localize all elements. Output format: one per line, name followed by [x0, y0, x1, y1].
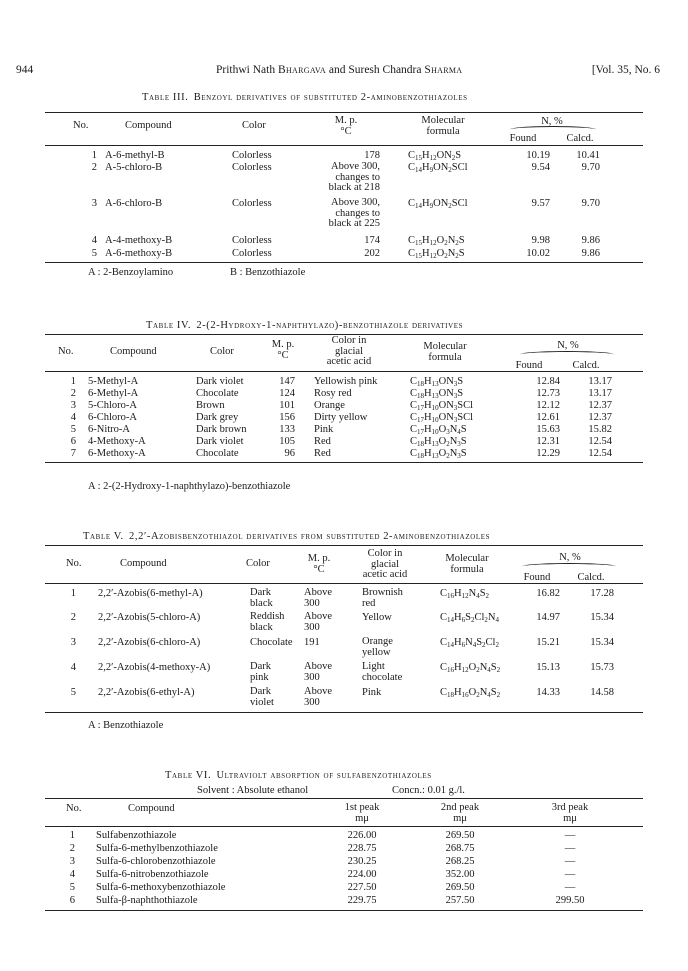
table4-row-1-color: Dark violet: [196, 376, 244, 387]
table4-row-2-glacial: Rosy red: [314, 388, 352, 399]
table4-row-6-glacial: Red: [314, 436, 331, 447]
table6-header-no: No.: [66, 803, 82, 814]
table4-header-compound: Compound: [110, 346, 157, 357]
table5-row-2-no: 2: [70, 612, 76, 623]
table3-row-3-no: 3: [91, 198, 97, 209]
table4-header-color: Color: [210, 346, 234, 357]
table5-row-3-color: Chocolate: [250, 637, 293, 648]
table4-header-rule: [45, 371, 643, 372]
table4-row-6-compound: 4-Methoxy-A: [88, 436, 146, 447]
table5-row-1-calcd: 17.28: [590, 588, 614, 599]
table5-row-3-calcd: 15.34: [590, 637, 614, 648]
table6-solvent: Solvent : Absolute ethanol: [197, 785, 309, 796]
table5-row-4-glacial: Light chocolate: [362, 661, 403, 683]
table4-row-7-mp: 96: [284, 448, 295, 459]
table3-row-2-found: 9.54: [531, 162, 550, 173]
table4-row-3-no: 3: [70, 400, 76, 411]
table4-row-3-calcd: 12.37: [588, 400, 612, 411]
table3-row-1-calcd: 10.41: [576, 150, 600, 161]
table5-row-2-mp: Above 300: [304, 611, 332, 633]
table5-footnote: A : Benzothiazole: [88, 720, 164, 731]
table4-row-5-no: 5: [70, 424, 76, 435]
table4-caption: Table IV. 2-(2-Hydroxy-1-naphthylazo)-benzothiazole derivatives: [146, 320, 464, 331]
table5-row-3-formula: $C_{14}H_6N_4S_2Cl_2$: [440, 637, 499, 649]
table5-header-mp: M. p. °C: [307, 553, 331, 575]
table3-row-4-compound: A-4-methoxy-B: [105, 235, 173, 246]
table6-bottom-rule: [45, 910, 643, 911]
table3-footnote-a: A : 2-Benzoylamino: [88, 267, 174, 278]
table5-row-1-compound: 2,2′-Azobis(6-methyl-A): [98, 588, 203, 599]
table6-row-2-p3: —: [564, 843, 576, 854]
table5-row-4-mp: Above 300: [304, 661, 332, 683]
table4-row-2-no: 2: [70, 388, 76, 399]
table4-row-6-found: 12.31: [536, 436, 560, 447]
table4-row-3-color: Brown: [196, 400, 225, 411]
table5-row-2-color: Reddish black: [250, 611, 285, 633]
table6-header-p3: 3rd peak mμ: [551, 802, 589, 824]
table5-row-1-no: 1: [70, 588, 76, 599]
table3-row-1-compound: A-6-methyl-B: [105, 150, 165, 161]
table3-row-1-found: 10.19: [526, 150, 550, 161]
table3-row-1-formula: $C_{15}H_{12}ON_2S$: [408, 150, 462, 162]
table3-footnote-b: B : Benzothiazole: [230, 267, 306, 278]
table4-row-2-color: Chocolate: [196, 388, 239, 399]
table6-row-5-p3: —: [564, 882, 576, 893]
table5-header-compound: Compound: [120, 558, 167, 569]
table6-row-3-p3: —: [564, 856, 576, 867]
table4-row-5-found: 15.63: [536, 424, 560, 435]
table6-concentration: Concn.: 0.01 g./l.: [392, 785, 465, 796]
table3-header-brace: [510, 126, 596, 133]
table5-row-4-color: Dark pink: [250, 661, 271, 683]
table6-row-6-p2: 257.50: [445, 895, 475, 906]
table5-row-4-compound: 2,2′-Azobis(4-methoxy-A): [98, 662, 211, 673]
table5-row-2-found: 14.97: [536, 612, 560, 623]
table3-row-5-formula: $C_{15}H_{12}O_2N_2S$: [408, 248, 465, 260]
table5-row-3-compound: 2,2′-Azobis(6-chloro-A): [98, 637, 201, 648]
table5-row-4-formula: $C_{16}H_{12}O_2N_4S_2$: [440, 662, 501, 674]
table5-row-5-glacial: Pink: [362, 687, 382, 698]
table3-row-4-mp: 174: [364, 235, 380, 246]
table5-top-rule: [45, 545, 643, 546]
table3-header-calcd: Calcd.: [566, 133, 594, 144]
table5-row-3-no: 3: [70, 637, 76, 648]
table3-row-2-calcd: 9.70: [581, 162, 600, 173]
table6-row-6-compound: Sulfa-β-naphthothiazole: [96, 895, 198, 906]
table6-row-3-compound: Sulfa-6-chlorobenzothiazole: [96, 856, 216, 867]
table3-header-formula: Molecular formula: [421, 115, 465, 137]
table5-row-5-calcd: 14.58: [590, 687, 614, 698]
table6-row-1-p1: 226.00: [347, 830, 377, 841]
table4-row-4-compound: 6-Chloro-A: [88, 412, 137, 423]
table3-row-4-formula: $C_{15}H_{12}O_2N_2S$: [408, 235, 465, 247]
table4-row-1-formula: $C_{18}H_{13}ON_3S$: [410, 376, 464, 388]
table6-row-2-p1: 228.75: [347, 843, 377, 854]
table3-row-2-formula: $C_{14}H_9ON_2SCl$: [408, 162, 468, 174]
table3-row-2-compound: A-5-chloro-B: [105, 162, 163, 173]
table3-row-4-no: 4: [91, 235, 97, 246]
table6-row-4-p3: —: [564, 869, 576, 880]
table3-header-compound: Compound: [125, 120, 172, 131]
table3-row-3-compound: A-6-chloro-B: [105, 198, 163, 209]
table4-row-1-mp: 147: [279, 376, 295, 387]
table5-header-color: Color: [246, 558, 270, 569]
table5-row-1-mp: Above 300: [304, 587, 332, 609]
table4-row-4-calcd: 12.37: [588, 412, 612, 423]
table4-row-6-no: 6: [70, 436, 76, 447]
table4-row-1-no: 1: [70, 376, 76, 387]
table4-header-calcd: Calcd.: [572, 360, 600, 371]
table4-row-2-calcd: 13.17: [588, 388, 612, 399]
table6-row-1-p3: —: [564, 830, 576, 841]
table3-top-rule: [45, 112, 643, 113]
table4-header-no: No.: [58, 346, 74, 357]
table3-row-2-no: 2: [91, 162, 97, 173]
table5-row-5-color: Dark violet: [250, 686, 274, 708]
table5-row-5-mp: Above 300: [304, 686, 332, 708]
table4-row-5-calcd: 15.82: [588, 424, 612, 435]
table5-header-no: No.: [66, 558, 82, 569]
table3-row-1-color: Colorless: [232, 150, 272, 161]
table4-header-glacial: Color in glacial acetic acid: [326, 335, 372, 367]
table4-row-4-color: Dark grey: [196, 412, 239, 423]
table5-header-rule: [45, 583, 643, 584]
table3-row-5-found: 10.02: [526, 248, 550, 259]
table5-row-5-formula: $C_{18}H_{16}O_2N_4S_2$: [440, 687, 501, 699]
table4-top-rule: [45, 334, 643, 335]
table5-row-3-found: 15.21: [536, 637, 560, 648]
table5-bottom-rule: [45, 712, 643, 713]
table3-row-3-mp: Above 300, changes to black at 225: [328, 197, 380, 229]
table6-row-6-no: 6: [69, 895, 75, 906]
table6-row-1-no: 1: [69, 830, 75, 841]
table4-row-7-no: 7: [70, 448, 76, 459]
table4-row-1-glacial: Yellowish pink: [314, 376, 378, 387]
table6-top-rule: [45, 798, 643, 799]
table4-row-2-formula: $C_{18}H_{13}ON_3S$: [410, 388, 464, 400]
table5-row-4-calcd: 15.73: [590, 662, 614, 673]
authors: Prithwi Nath Bhargava and Suresh Chandra Sharma: [216, 64, 463, 76]
table6-row-4-p1: 224.00: [347, 869, 377, 880]
table4-row-7-color: Chocolate: [196, 448, 239, 459]
table6-caption: Table VI. Ultraviolt absorption of sulfabenzothiazoles: [165, 770, 432, 781]
table4-row-1-compound: 5-Methyl-A: [88, 376, 139, 387]
table4-row-5-color: Dark brown: [196, 424, 247, 435]
table6-row-5-p2: 269.50: [445, 882, 475, 893]
table3-row-2-color: Colorless: [232, 162, 272, 173]
table4-row-2-mp: 124: [279, 388, 295, 399]
table6-row-6-p3: 299.50: [555, 895, 585, 906]
table4-row-7-compound: 6-Methoxy-A: [88, 448, 146, 459]
table4-row-7-formula: $C_{18}H_{13}O_2N_3S$: [410, 448, 467, 460]
table6-header-compound: Compound: [128, 803, 175, 814]
table3-header-no: No.: [73, 120, 89, 131]
table6-row-2-compound: Sulfa-6-methylbenzothiazole: [96, 843, 218, 854]
table5-row-5-no: 5: [70, 687, 76, 698]
table5-row-2-compound: 2,2′-Azobis(5-chloro-A): [98, 612, 201, 623]
table6-header-p2: 2nd peak mμ: [440, 802, 480, 824]
table5-row-4-found: 15.13: [536, 662, 560, 673]
table6-row-3-no: 3: [69, 856, 75, 867]
table4-row-6-mp: 105: [279, 436, 295, 447]
table3-row-3-formula: $C_{14}H_9ON_2SCl$: [408, 198, 468, 210]
table3-row-1-no: 1: [91, 150, 97, 161]
table6-row-2-no: 2: [69, 843, 75, 854]
table6-row-4-compound: Sulfa-6-nitrobenzothiazole: [96, 869, 209, 880]
table4-row-3-mp: 101: [279, 400, 295, 411]
table4-row-3-found: 12.12: [536, 400, 560, 411]
table4-header-found: Found: [515, 360, 543, 371]
table3-header-n-percent: N, %: [541, 116, 563, 127]
table6-row-4-no: 4: [69, 869, 75, 880]
table4-row-4-glacial: Dirty yellow: [314, 412, 368, 423]
table3-row-3-color: Colorless: [232, 198, 272, 209]
table3-header-rule: [45, 145, 643, 146]
table3-row-5-color: Colorless: [232, 248, 272, 259]
table5-header-n-percent: N, %: [559, 552, 581, 563]
table5-row-1-glacial: Brownish red: [362, 587, 403, 609]
table3-row-5-calcd: 9.86: [581, 248, 600, 259]
table6-row-4-p2: 352.00: [445, 869, 475, 880]
table4-row-3-glacial: Orange: [314, 400, 345, 411]
table4-row-6-formula: $C_{18}H_{13}O_2N_3S$: [410, 436, 467, 448]
table3-row-3-calcd: 9.70: [581, 198, 600, 209]
table5-header-formula: Molecular formula: [445, 553, 489, 575]
table4-row-6-calcd: 12.54: [588, 436, 612, 447]
table3-row-5-no: 5: [91, 248, 97, 259]
table4-row-4-no: 4: [70, 412, 76, 423]
table6-row-1-compound: Sulfabenzothiazole: [96, 830, 177, 841]
running-header: [16, 64, 660, 80]
table6-row-2-p2: 268.75: [445, 843, 475, 854]
table3-row-4-color: Colorless: [232, 235, 272, 246]
table4-row-7-found: 12.29: [536, 448, 560, 459]
table6-header-p1: 1st peak mμ: [344, 802, 380, 824]
table5-row-1-found: 16.82: [536, 588, 560, 599]
table6-row-6-p1: 229.75: [347, 895, 377, 906]
table5-header-found: Found: [523, 572, 551, 583]
table3-header-mp: M. p. °C: [334, 115, 358, 137]
table4-row-7-calcd: 12.54: [588, 448, 612, 459]
table4-row-1-found: 12.84: [536, 376, 560, 387]
table6-row-3-p1: 230.25: [347, 856, 377, 867]
table4-row-5-mp: 133: [279, 424, 295, 435]
page-number: 944: [16, 64, 34, 76]
table3-header-found: Found: [509, 133, 537, 144]
table5-row-5-found: 14.33: [536, 687, 560, 698]
table3-header-color: Color: [242, 120, 266, 131]
table5-caption: Table V. 2,2′-Azobisbenzothiazol derivatives from substituted 2-aminobenzothiazoles: [83, 531, 491, 542]
table4-row-4-mp: 156: [279, 412, 295, 423]
table4-row-5-formula: $C_{17}H_{10}O_3N_4S$: [410, 424, 467, 436]
table4-row-1-calcd: 13.17: [588, 376, 612, 387]
table5-row-2-formula: $C_{14}H_6S_2Cl_2N_4$: [440, 612, 499, 624]
table5-row-3-glacial: Orange yellow: [362, 636, 393, 658]
table3-bottom-rule: [45, 262, 643, 263]
table6-row-5-p1: 227.50: [347, 882, 377, 893]
table4-row-7-glacial: Red: [314, 448, 331, 459]
table5-row-4-no: 4: [70, 662, 76, 673]
table4-header-formula: Molecular formula: [423, 341, 467, 363]
table5-row-3-mp: 191: [304, 637, 320, 648]
table4-row-4-formula: $C_{17}H_{10}ON_3SCl$: [410, 412, 474, 424]
table5-header-calcd: Calcd.: [577, 572, 605, 583]
table3-caption: Table III. Benzoyl derivatives of substituted 2-aminobenzothiazoles: [142, 92, 468, 103]
table3-row-3-found: 9.57: [531, 198, 550, 209]
table4-row-5-compound: 6-Nitro-A: [88, 424, 130, 435]
volume-info: [Vol. 35, No. 6: [591, 64, 660, 76]
table5-row-1-color: Dark black: [250, 587, 273, 609]
table3-row-5-compound: A-6-methoxy-B: [105, 248, 173, 259]
table6-row-1-p2: 269.50: [445, 830, 475, 841]
table6-header-rule: [45, 826, 643, 827]
table4-row-6-color: Dark violet: [196, 436, 244, 447]
table4-footnote: A : 2-(2-Hydroxy-1-naphthylazo)-benzothiazole: [88, 481, 291, 492]
table4-header-brace: [520, 351, 614, 358]
table4-row-4-found: 12.61: [536, 412, 560, 423]
table3-row-1-mp: 178: [364, 150, 380, 161]
table3-row-5-mp: 202: [364, 248, 380, 259]
table4-row-5-glacial: Pink: [314, 424, 334, 435]
table5-row-2-glacial: Yellow: [362, 612, 392, 623]
table4-row-3-compound: 5-Chloro-A: [88, 400, 137, 411]
table5-row-1-formula: $C_{16}H_{12}N_4S_2$: [440, 588, 490, 600]
table6-row-3-p2: 268.25: [445, 856, 475, 867]
table4-row-2-found: 12.73: [536, 388, 560, 399]
table5-header-glacial: Color in glacial acetic acid: [362, 548, 408, 580]
table3-row-4-found: 9.98: [531, 235, 550, 246]
table5-row-2-calcd: 15.34: [590, 612, 614, 623]
table5-row-5-compound: 2,2′-Azobis(6-ethyl-A): [98, 687, 195, 698]
table6-row-5-no: 5: [69, 882, 75, 893]
table4-row-3-formula: $C_{17}H_{10}ON_3SCl$: [410, 400, 474, 412]
table4-header-n-percent: N, %: [557, 340, 579, 351]
table4-row-2-compound: 6-Methyl-A: [88, 388, 139, 399]
table4-bottom-rule: [45, 462, 643, 463]
table3-row-2-mp: Above 300, changes to black at 218: [328, 161, 380, 193]
table3-row-4-calcd: 9.86: [581, 235, 600, 246]
table4-header-mp: M. p. °C: [271, 339, 295, 361]
table5-header-brace: [522, 563, 616, 570]
table6-row-5-compound: Sulfa-6-methoxybenzothiazole: [96, 882, 226, 893]
